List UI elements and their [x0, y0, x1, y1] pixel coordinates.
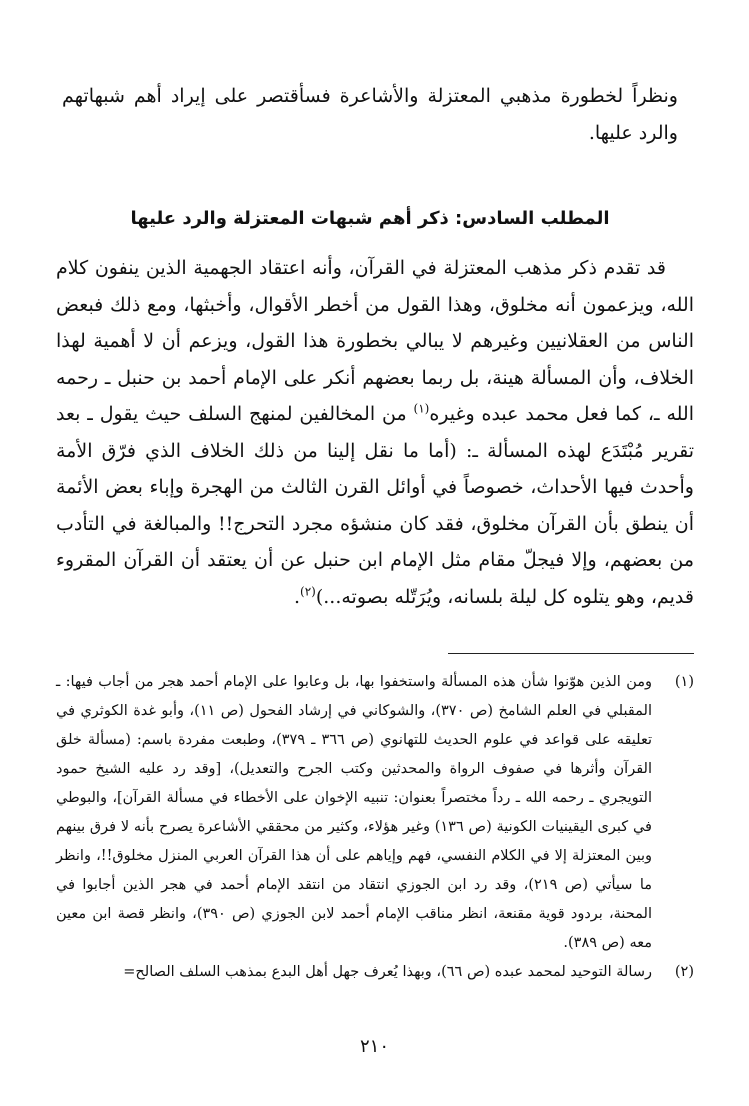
- paragraph-text-part1: قد تقدم ذكر مذهب المعتزلة في القرآن، وأنه اعتقاد الجهمية الذين ينفون كلام الله، ويزعمون أنه مخلوق، وهذا القول من أخطر الأقوال، وأخبثها، ومع ذلك فبعض الناس من العقلانيين وغيرهم لا يبالي بخطورة هذا القول، ويزعم أن لا أهمية لهذا الخلاف، وأن المسألة هينة، بل ربما بعضهم أنكر على الإمام أحمد بن حنبل ـ رحمه الله ـ، كما فعل محمد عبده وغيره: [56, 257, 694, 425]
- main-paragraph: [56, 250, 694, 615]
- footnote-number-1: (١): [674, 674, 694, 690]
- footnotes-section: [56, 668, 694, 987]
- intro-text: ونظراً لخطورة مذهبي المعتزلة والأشاعرة فسأقتصر على إيراد أهم شبهاتهم والرد عليها.: [62, 85, 678, 144]
- footnote-2: [56, 958, 694, 987]
- intro-paragraph: [62, 78, 678, 152]
- paragraph-text-part2: من المخالفين لمنهج السلف حيث يقول ـ بعد تقرير مُبْتَدَع لهذه المسألة ـ: (أما ما نقل إلينا من ذلك الخلاف الذي فرّق الأمة وأحدث فيها الأحداث، خصوصاً في أوائل القرن الثالث من الهجرة وإباء بعض الأئمة أن ينطق بأن القرآن مخلوق، فقد كان منشؤه مجرد التحرج!! والمبالغة في التأدب من بعضهم، وإلا فيجلّ مقام مثل الإمام ابن حنبل عن أن يعتقد أن القرآن المقروء قديم، وهو يتلوه كل ليلة بلسانه، ويُرَتّله بصوته...): [56, 403, 694, 608]
- footnote-1: [56, 668, 694, 958]
- footnote-text-2: رسالة التوحيد لمحمد عبده (ص ٦٦)، وبهذا يُعرف جهل أهل البدع بمذهب السلف الصالح=: [123, 964, 652, 980]
- footnote-number-2: (٢): [674, 964, 694, 980]
- section-heading: المطلب السادس: ذكر أهم شبهات المعتزلة والرد عليها: [130, 208, 610, 229]
- footnote-text-1: ومن الذين هوّنوا شأن هذه المسألة واستخفوا بها، بل وعابوا على الإمام أحمد هجر من أجاب فيها: ـ المقبلي في العلم الشامخ (ص ٣٧٠)، والشوكاني في إرشاد الفحول (ص ١١)، وأبو غدة الكوثري في تعليقه على قواعد في علوم الحديث للتهانوي (ص ٣٦٦ ـ ٣٧٩)، وطبعت مفردة باسم: (مسألة خلق القرآن وأثرها في صفوف الرواة والمحدثين وكتب الجرح والتعديل)، [وقد رد عليه الشيخ حمود التويجري ـ رحمه الله ـ رداً مختصراً بعنوان: تنبيه الإخوان على الأخطاء في مسألة القرآن]، والبوطي في كبرى اليقينيات الكونية (ص ١٣٦) وغير هؤلاء، وكثير من محققي الأشاعرة يصرح بأنه لا فرق بينهم وبين المعتزلة إلا في الكلام النفسي، فهم وإياهم على أن هذا القرآن العربي المنزل مخلوق!!، وانظر ما سيأتي (ص ٢١٩)، وقد رد ابن الجوزي انتقاد من انتقد الإمام أحمد في هجر الذين أجابوا في المحنة، بردود قوية مقنعة، انظر مناقب الإمام أحمد لابن الجوزي (ص ٣٩٠)، وانظر قصة ابن معين معه (ص ٣٨٩).: [56, 674, 653, 951]
- page-number: ٢١٠: [359, 1036, 389, 1057]
- footnote-separator: [448, 653, 694, 654]
- footnote-ref-2[interactable]: (٢): [300, 584, 316, 599]
- paragraph-end: .: [293, 585, 301, 608]
- footnote-ref-1[interactable]: (١): [413, 401, 430, 416]
